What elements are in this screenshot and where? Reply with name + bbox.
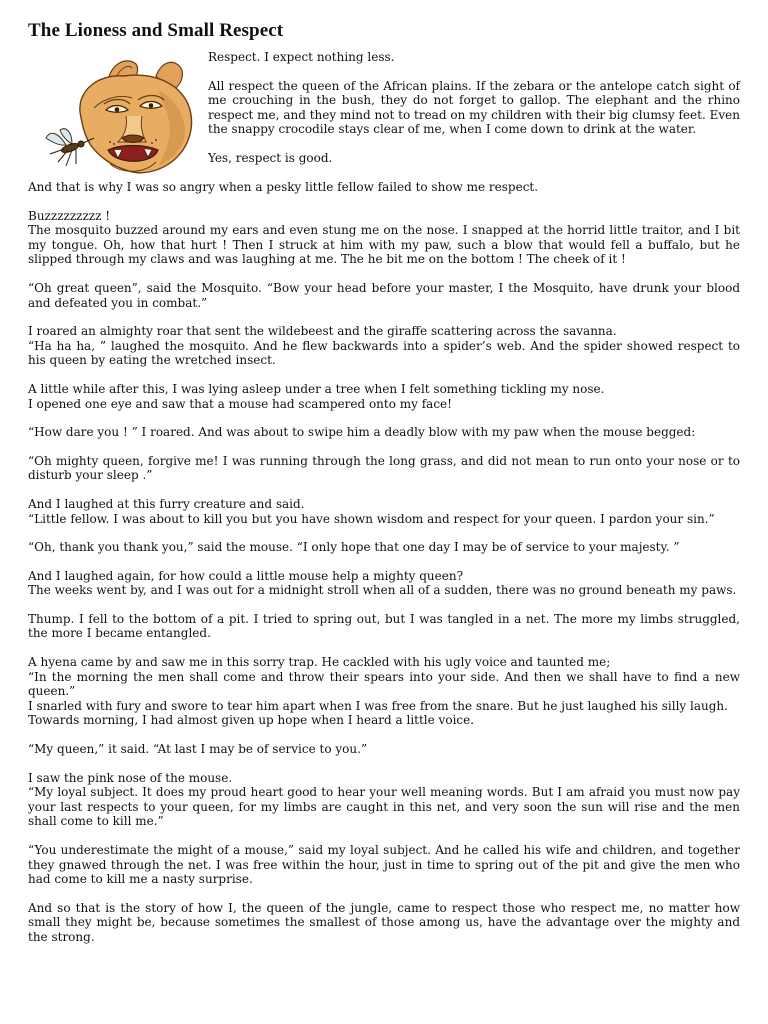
- story-paragraph: A little while after this, I was lying asleep under a tree when I felt something tickling my nose. I opened one eye and saw that a mouse had scampered onto my face!: [28, 381, 605, 411]
- story-paragraph: “You underestimate the might of a mouse,” said my loyal subject. And he called his wife and children, and together they gnawed through the net. I was free within the hour, just in time to spring out of the pit and give the men who had come to kill me a nasty surprise.: [28, 843, 740, 887]
- story-paragraph: I roared an almighty roar that sent the wildebeest and the giraffe scattering across the savanna. “Ha ha ha, ” laughed the mosquito. And he flew backwards into a spider’s web. And the spider showed respect to his queen by eating the wretched insect.: [28, 324, 740, 368]
- story-paragraph: “Oh mighty queen, forgive me! I was running through the long grass, and did not mean to run onto your nose or to disturb your sleep .”: [28, 453, 740, 483]
- story-paragraph: And I laughed at this furry creature and said. “Little fellow. I was about to kill you but you have shown wisdom and respect for your queen. I pardon your sin.”: [28, 496, 715, 526]
- story-paragraph: “Oh great queen”, said the Mosquito. “Bow your head before your master, I the Mosquito, have drunk your blood and defeated you in combat.”: [28, 280, 740, 310]
- story-paragraph: “My queen,” it said. “At last I may be of service to you.”: [28, 742, 368, 757]
- story-paragraph: And so that is the story of how I, the queen of the jungle, came to respect those who respect me, no matter how small they might be, because sometimes the smallest of those among us, have the advantage over the mighty and the strong.: [28, 900, 740, 944]
- story-paragraph: A hyena came by and saw me in this sorry trap. He cackled with his ugly voice and taunted me; “In the morning the men shall come and throw their spears into your side. And then we shall have to find a new queen.” I snarled with fury and swore to tear him apart when I was free from the snare. But he just laughed his silly laugh. Towards morning, I had almost given up hope when I heard a little voice.: [28, 655, 740, 728]
- story-paragraph: “Oh, thank you thank you,” said the mouse. “I only hope that one day I may be of service to your majesty. ”: [28, 540, 680, 555]
- intro-text: [208, 50, 740, 180]
- page-title: The Lioness and Small Respect: [28, 20, 284, 41]
- lioness-mosquito-illustration: [28, 50, 196, 180]
- intro-section: [28, 50, 740, 180]
- story-paragraph: Thump. I fell to the bottom of a pit. I tried to spring out, but I was tangled in a net. The more my limbs struggled, the more I became entangled.: [28, 611, 740, 641]
- story-body: [28, 180, 740, 945]
- intro-paragraph: All respect the queen of the African plains. If the zebara or the antelope catch sight of me crouching in the bush, they do not forget to gallop. The elephant and the rhino respect me, and they mind not to tread on my children with their big clumsy feet. Even the snappy crocodile stays clear of me, when I come down to drink at the water.: [208, 78, 740, 137]
- story-paragraph: “How dare you ! ” I roared. And was about to swipe him a deadly blow with my paw when the mouse begged:: [28, 425, 696, 440]
- story-paragraph: Buzzzzzzzzz ! The mosquito buzzed around my ears and even stung me on the nose. I snapped at the horrid little traitor, and I bit my tongue. Oh, how that hurt ! Then I struck at him with my paw, such a blow that would fell a buffalo, but he slipped through my claws and was laughing at me. The he bit me on the bottom ! The cheek of it !: [28, 208, 740, 267]
- intro-paragraph: Respect. I expect nothing less.: [208, 50, 395, 64]
- story-paragraph: And that is why I was so angry when a pesky little fellow failed to show me respect.: [28, 180, 539, 194]
- intro-paragraph: Yes, respect is good.: [208, 150, 333, 165]
- story-paragraph: And I laughed again, for how could a little mouse help a mighty queen? The weeks went by, and I was out for a midnight stroll when all of a sudden, there was no ground beneath my paws.: [28, 568, 737, 598]
- story-paragraph: I saw the pink nose of the mouse. “My loyal subject. It does my proud heart good to hear your well meaning words. But I am afraid you must now pay your last respects to your queen, for my limbs are caught in this net, and very soon the sun will rise and the men shall come to kill me.”: [28, 770, 740, 829]
- lioness-illustration-icon: [28, 50, 196, 180]
